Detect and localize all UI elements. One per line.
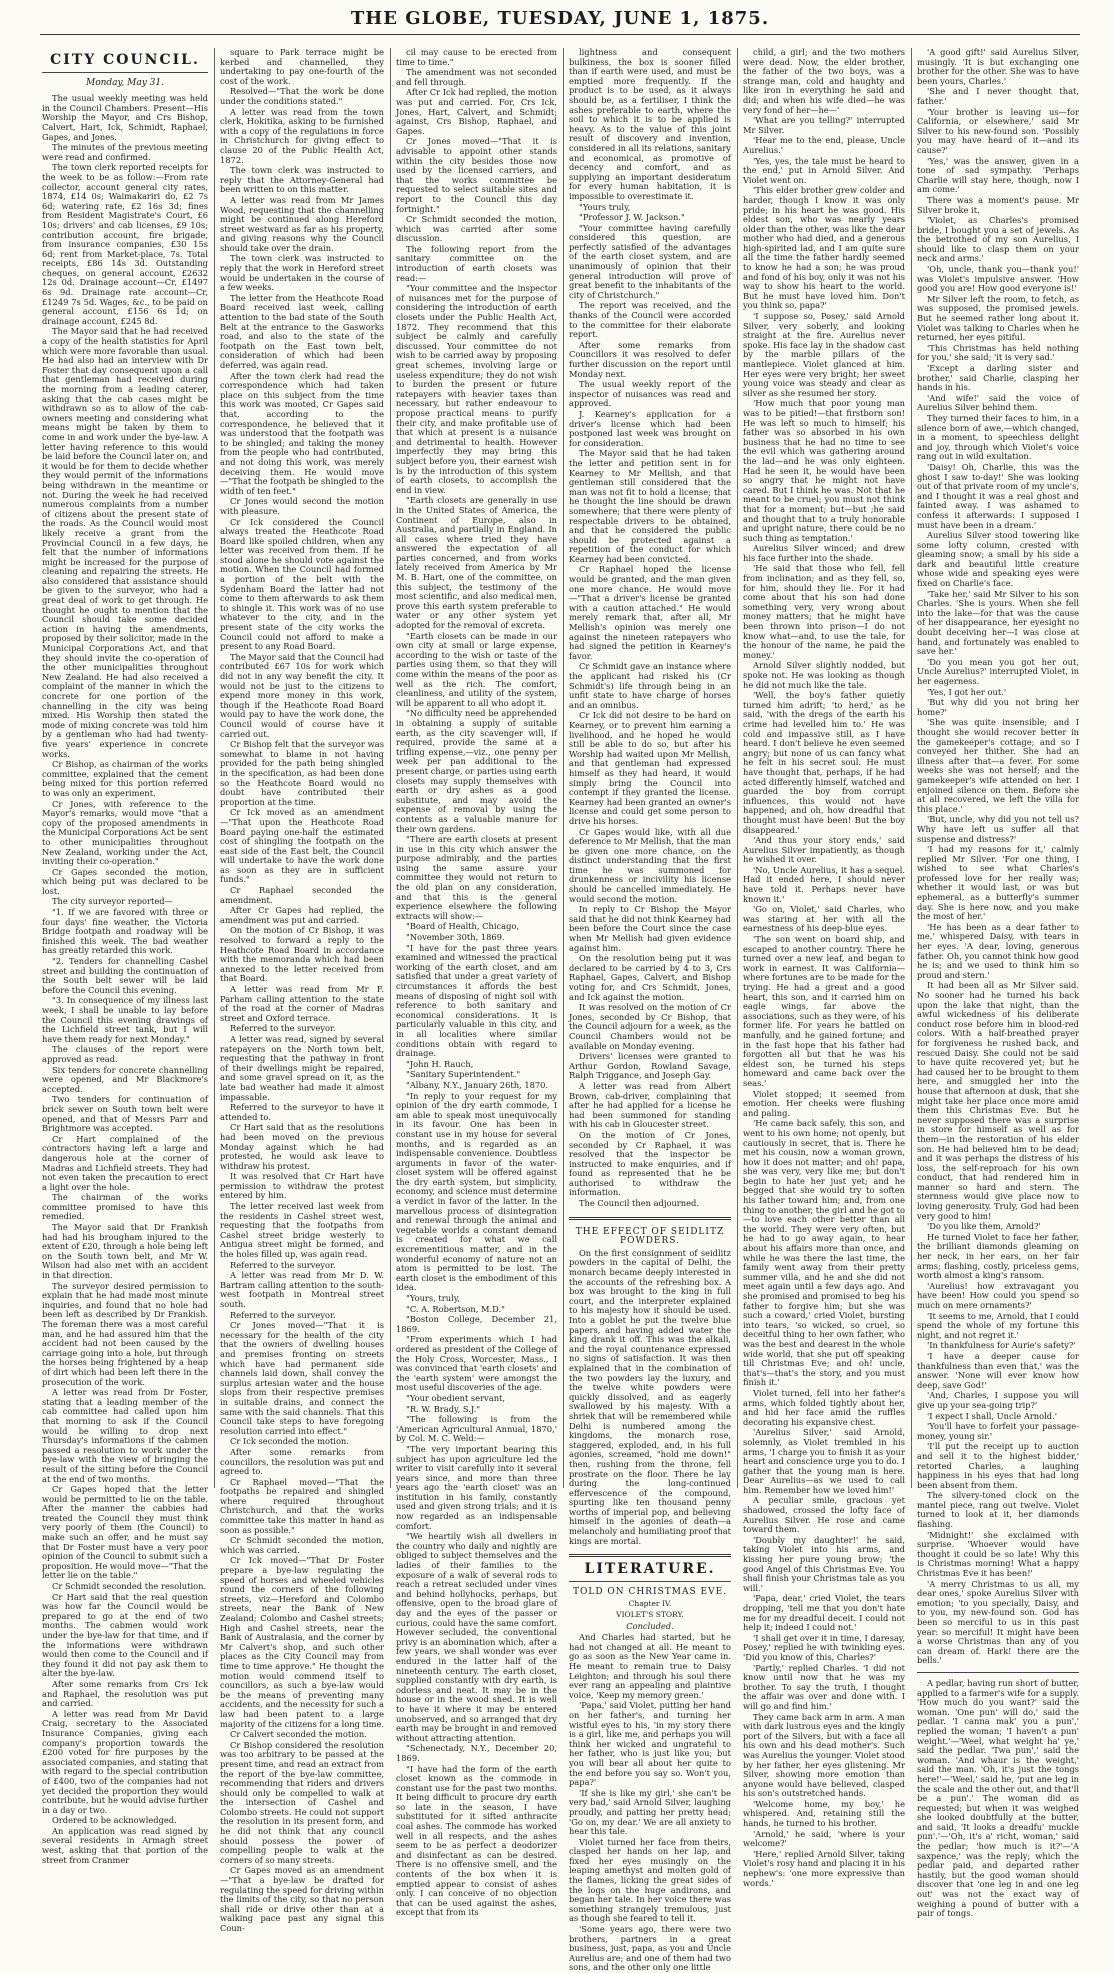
paragraph: Cr Raphael seconded the amendment. [220,885,384,905]
paragraph: 'Violet, as Charles's promised bride, I bought you a set of jewels. As the betrothed of my son Aurelius, I should like to clasp them on your neck and arms.' [917,215,1079,264]
paragraph: The Mayor said that he had taken the letter and petition sent in for Kearney to Mr Mellish, and that gentleman still considered that the man was not fit to hold a license; that he thought the line should be drawn somewhere; that there were plenty of respectable drivers to be obtained, and that he considered the public should be protected against a repetition of the conduct for which Kearney had been convicted. [569,448,731,564]
paragraph: There was a moment's pause. Mr Silver broke it. [917,194,1079,215]
paragraph: "Boston College, December 21, 1869. [396,1314,557,1334]
paragraph: "The very important bearing this subject has upon agriculture led the writer to visit carefully into it several years since, and more than three years ago the 'earth closet' was an institution in his family, constantly used and given strong trials; and it is now regarded as an indispensable comfort. [396,1443,557,1531]
paragraph: 'Some years ago, there were two brothers, partners in a great business, just, papa, as you and Uncle Aurelius are; and one of them had two sons, and the other only one little [569,1924,731,1973]
paragraph: The following report from the sanitary committee on the introduction of earth closets was read:— [396,243,557,283]
paragraph: 'I expect I shall, Uncle Arnold.' [927,1410,1058,1421]
paragraph: The usual weekly meeting was held in the Council Chambers. Present—His Worship the Mayor, and Crs Bishop, Calvert, Hart, Ick, Schmidt, Raphael, Gapes, and Jones. [42,93,208,142]
divider [917,1672,1079,1673]
paragraph: 'Partly,' replied Charles. 'I did not know until now that he was my brother. To say the truth, I thought the affair was over and done with. I will go and find him.' [743,1662,905,1711]
paragraph: Cr Calvert seconded the motion. [230,1729,367,1740]
paragraph: Cr Jones moved—"That it is advisable to appoint other stands within the city besides those now used by the licensed carriers, and that the works committee be requested to select suitable sites and report to the Council this day fortnight." [396,136,557,214]
story-title: TOLD ON CHRISTMAS EVE. [572,1586,728,1597]
paragraph: It was resolved on the motion of Cr Jones, seconded by Cr Bishop, that the Council adjourn for a week, as the Council Chambers would not be available on Monday evening. [569,1002,731,1051]
paragraph: Referred to the surveyor to have it attended to. [220,1102,384,1122]
paragraph: "The following is from the 'American Agricultural Annual, 1870,' by Col. M. C. Weld:— [396,1414,557,1444]
council-text-3b [396,1294,557,1918]
masthead-rule [40,34,1080,35]
paragraph: They came back arm in arm. A man with dark lustrous eyes and the kingly port of the Silvers, but with a face all his own and his dead mother's. Such was Aurelius the younger. Violet stood by her father, her eyes glistening. Mr Silver, showing more emotion than anyone would have believed, clasped his son's outstretched hands. [743,1711,905,1799]
paragraph: The surveyor desired permission to explain that he had made most minute inquiries, and found that no hole had been left as described by Dr Frankish. The foreman there was a most careful man, and he had assured him that the accident had not been caused by the carriage going into a hole, but through the horses being frightened by a heap of dirt which had been left there in the prosecution of the work. [42,1280,208,1387]
paragraph: Cr Ick did not desire to be hard on Kearney, or to prevent him earning a livelihood, and he hoped he would still be able to do so, but after his Worship had waited upon Mr Mellish, and that gentleman had expressed himself as they had heard, it would simply bring the Council into contempt if they granted the license. Kearney had been granted an owner's license and could get some person to drive his horses. [569,710,731,826]
paragraph: 'He came back safely, this son, and went to his own home; not openly, but cautiously in secret, that is. There he met his cousin, now a woman grown, how it does not matter; and oh! papa, she was very, very like me; but don't begin to hate her just yet; and he begged that she would try to soften his father toward him; and, from one thing to another, the girl and he got to—to love each other better than all the world. They were very often, but he had to go away again, to hear about his affairs more than once, and while he was there the last time, the family went away from their pretty summer villa, and he and she did not meet again until a few days ago. And she promised and promised to beg his father to forgive him; but she was such a coward,' cried Violet, bursting into tears, 'so wicked, so cruel, so deceitful thing to her own father, who was the best and dearest in the whole wide world, that she put off speaking till Christmas Eve; and oh! uncle, that's—that's the story, and you must finish it.' [743,1118,905,1388]
column-5 [743,47,905,1888]
paragraph: 'I suppose so, Posey,' said Arnold Silver, very soberly, and looking straight at the fire. Aurelius never spoke. His face lay in the shadow cast by the marble pillars of the mantlepiece. Violet glanced at him. Her eyes were very bright; her sweet young voice was steady and clear as silver as she resumed her story. [743,311,905,398]
paragraph: On the resolution being put it was declared to be carried by 4 to 3, Crs Raphael, Gapes, Calvert, and Bishop voting for, and Crs Schmidt, Jones, and Ick against the motion. [569,953,731,1002]
column-6 [917,47,1079,1919]
paragraph: An application was read signed by several residents in Armagh street west, asking that that portion of the street from Cranmer [42,1825,208,1865]
paragraph: The Mayor said that Dr Frankish had had his brougham injured to the extent of £20, through a hole being left on the South town belt, and Mr W. Wilson had also met with an accident in that direction. [42,1222,208,1281]
paragraph: 'Except a darling sister and brother,' said Charlie, clasping her hands in his. [917,363,1079,393]
paragraph: J. Kearney's application for a driver's license which had been postponed last week was brought on for consideration. [569,408,731,448]
paragraph: After the town clerk had read the correspondence which had taken place on this subject from the time this work was mooted, Cr Gapes said that, according to the correspondence, he believed that it was understood that the footpath was to be shingled; and taking the money from the people who had contributed, and not doing this work, was merely deceiving them. He would move—"That the footpath be shingled to the width of ten feet." [220,370,384,496]
paragraph: "R. W. Brady, S.J." [406,1403,481,1414]
paragraph: Ordered to be acknowledged. [52,1815,177,1826]
paragraph: 'How much that poor young man was to be pitied!—that firstborn son! He was left so much to himself; his father was so absorbed in his own business that he had no time to see the evil which was gathering around the lad—and he was only eighteen. Had he seen it, he would have been so angry that he might not have cared. But I think he was. Not that he meant to be cruel; you must not think that for a moment; but—but ;he said and thought that to a truly honorable and upright nature, there could be no such thing as temptation.' [743,398,905,543]
paragraph: The city surveyor reported— [52,896,173,907]
paragraph: "Sanitary Superintendent." [406,1069,521,1080]
paragraph: cil may cause to be erected from time to time." [396,47,557,67]
paragraph: "1. If we are favored with three or four days' fine weather, the Victoria Bridge footpath and roadway will be finished this week. The bad weather has greatly retarded this work. [42,907,208,956]
story-text-6 [917,48,1079,1666]
paragraph: Cr Schmidt seconded the resolution. [52,1581,207,1592]
paragraph: 'Arnold,' he said, 'where is your welcome?' [743,1828,905,1849]
paragraph: 'She was quite insensible; and I thought she would recover better in the gamekeeper's cottage; and so I conveyed her thither. She had an illness after that—a fever. For some weeks she was not herself; and the gamekeeper's wife attended on her. I enjoined silence on them. Before she at all recovered, we left the villa for this place.' [917,717,1079,814]
paragraph: Cr Raphael hoped the license would be granted, and the man given one more chance. He would move—"That a driver's license be granted with a caution attached." He would merely remark that, after all, Mr Mellish's opinion was merely one against the nineteen ratepayers who had signed the petition in Kearney's favor. [569,564,731,661]
paragraph: "Yours truly, [579,201,631,212]
paragraph: In reply to Cr Bishop the Mayor said that he did not think Kearney had been before the Court since the case when Mr Mellish had given evidence against him. [569,904,731,953]
paragraph: The chairman of the works committee promised to have this remedied. [42,1192,208,1222]
pedlar-anecdote [917,1679,1079,1919]
paragraph: "2. Tenders for channelling Cashel street and building the continuation of the South belt sewer will be laid before the Council this evening. [42,956,208,995]
paragraph: 'Yes, yes, the tale must be heard to the end,' put in Arnold Silver. And Violet went on. [743,155,905,185]
paragraph: A letter was read, signed by several ratepayers on the North town belt, requesting that the pathway in front of their dwellings might be repaired, and some gravel spread on it, as the late bad weather had made it almost impassable. [220,1033,384,1102]
paragraph: A letter was read from Mr James Wood, requesting that the channelling might be continued along Hereford street westward as far as his property, and giving reasons why the Council should take over the drain. [220,194,384,253]
paragraph: They turned their faces to him, in a silence born of awe,—which changed, in a moment, to speechless delight and joy, through which Violet's voice rang out in wild exultation. [917,412,1079,462]
paragraph: The letter from the Heathcote Road Board received last week, calling attention to the bad state of the South Belt at the entrance to the Gasworks road, and also to the state of the footpath on the East town belt, consideration of which had been deferred, was again read. [220,292,384,370]
story-text-4 [569,1633,731,1973]
paragraph: Cr Bishop, as chairman of the works committee, explained that the cement being mixed for this portion referred to was only an experiment. [42,759,208,798]
paragraph: square to Park terrace might be kerbed and channelled, they undertaking to pay one-fourth of the cost of the work. [220,47,384,86]
paragraph: Cr Hart said that as the resolutions had been moved on the previous Monday against which he had protested, he would ask leave to withdraw his protest. [220,1122,384,1171]
paragraph: Cr Gapes seconded the motion, which being put was declared to be lost. [42,866,208,896]
paragraph: After some remarks from councillors, the resolution was put and agreed to. [220,1446,384,1477]
paragraph: The report was received, and the thanks of the Council were accorded to the committee for their elaborate report. [569,300,731,340]
paragraph: Cr Schmidt seconded the motion, which was carried. [220,1535,384,1555]
paragraph: The clauses of the report were approved as read. [42,1044,208,1064]
paragraph: Cr Gapes would like, with all due deference to Mr Mellish, that the man be given one more chance, on the distinct understanding that the first time he was summoned for drunkenness or incivility his license should be cancelled immediately. He would second the motion. [569,826,731,904]
paragraph: The amendment was not seconded and fell through. [396,67,557,87]
paragraph: Mr Silver left the room, to fetch, as was supposed, the promised jewels. But he seemed rather long about it. Violet was talking to Charles when he returned, her eyes pitiful. [917,293,1079,343]
paragraph: Violet stopped; it seemed from emotion. Her cheeks were flushing and paling. [743,1088,905,1118]
divider [569,1217,731,1220]
paragraph: Cr Raphael moved—"That the footpaths be repaired and shingled where required throughout Christchurch, and that the works committee take this matter in hand as soon as possible." [220,1476,384,1535]
paragraph: "There are earth closets at present in use in this city which answer the purpose admirably, and the parties using the same assure your committee they would not return to the old plan on any consideration, and that this is the general experience elsewhere the following extracts will show:— [396,834,557,921]
paragraph: After Cr Ick had replied, the motion was put and carried. For, Crs Ick, Jones, Hart, Calvert, and Schmidt; against, Crs Bishop, Raphael, and Gapes. [396,87,557,136]
paragraph: A letter was read from Mr David Craig, secretary to the Associated Insurance Companies, giving each company's proportion towards the £200 voted for fire purposes by the associated companies, and stating that with regard to the special contribution of £400, two of the companies had not yet decided the proportion they would contribute, but he would advise further in a day or two. [42,1708,209,1815]
paragraph: 'Aurelius! how extravagant you have been! How could you spend so much on mere ornaments?' [917,1280,1079,1310]
paragraph: And Charles had started, but he had not changed at all. He meant to go as soon as the New Year came in. He meant to remain true to Daisy Leighton; and through his soul there ever rang an appealing and plaintive voice, 'Keep my memory green.' [569,1632,731,1700]
paragraph: 'Go on, Violet,' said Charles, who was staring at her with all the earnestness of his deep-blue eyes. [743,904,905,934]
paragraph: child, a girl; and the two mothers were dead. Now, the elder brother, the father of the two boys, was a strange man, cold and haughty and like iron in everything he said and did; and when his wife died—he was very fond of her—he—' [743,47,905,115]
paragraph: 'He said that those who fell, fell from inclination; and as they fell, so, for him, should they lie. For it had come about that his son had done something very, very wrong about money matters; that he might have been thrown into prison—I do not know what—and, to use the tale, for the honour of the name, he paid the money.' [743,563,905,660]
paragraph: "Your committee having carefully considered this question, are perfectly satisfied of the advantages of the earth closet system, and are unanimously of opinion that their general introduction will prove of great benefit to the inhabitants of the city of Christchurch." [569,222,731,300]
paragraph: Drivers' licenses were granted to Arthur Gordon, Rowland Savage, Ralph Triggance, and Joseph Gay. [569,1051,731,1081]
paragraph: 'Midnight!' she exclaimed with surprise. 'Whoever would have thought it could be so late! Why this is Christmas morning! What a happy Christmas Eve it has been!' [917,1529,1079,1579]
paragraph: Cr Ick moved as an amendment—"That upon the Heathcote Road Board paying one-half the estimated cost of shingling the footpath on the east side of the East belt, the Council will undertake to have the work done as soon as they are in sufficient funds." [220,807,384,885]
paragraph: 'Papa, dear,' cried Violet, the tears dropping, 'tell me that you don't hate me for my dreadful deceit. I could not help it; indeed I could not.' [743,1593,905,1633]
divider [569,1554,731,1557]
paragraph: 'What are you telling?' interrupted Mr Silver. [743,115,905,135]
paragraph: A letter was read from Mr D. W. Bartram calling attention to the south-west footpath in Montreal street south. [220,1270,384,1309]
paragraph: "3. In consequence of my illness last week, I shall be unable to lay before the Council this evening drawings of the Lichfield street tank, but I will have them ready for next Monday." [42,995,208,1044]
paragraph: It was resolved that Cr Hart have permission to withdraw the protest entered by him. [220,1171,384,1201]
paragraph: "Yours, truly, [406,1293,460,1303]
paragraph: Cr Hart complained of the contractors having left a large and dangerous hole at the corner of Madras and Lichfield streets. They had not even taken the precaution to erect a light over the hole. [42,1133,208,1192]
paragraph: 'Yes,' was the answer, given in a tone of sad sympathy. 'Perhaps Charlie will stay here, though, now I am come.' [917,155,1079,195]
paragraph: "Your obedient servant, [406,1392,506,1403]
paragraph: 'It seems to me, Arnold, that I could spend the whole of my fortune this night, and not regret it.' [917,1310,1079,1340]
paragraph: 'She and I never thought that, father.' [917,86,1079,106]
paragraph: 'Take her,' said Mr Silver to his son Charles. 'She is yours. When she fell into the lake—for that was the cause of her disappearance, her eyesight no doubt deceiving her—I was close at hand, and fortunately was enabled to save her.' [917,588,1079,657]
paragraph: Two tenders for continuation of brick sewer on South town belt were opened, and that of Messrs Parr and Brightmore was accepted. [42,1094,208,1134]
paragraph: 'And, Charles, I suppose you will give up your sea-going trip?' [917,1390,1079,1410]
paragraph: A letter was read from Dr Foster, stating that a leading member of the cab committee had called upon him that morning to ask if the Council would be willing to drop next Thursday's informations if the cabmen passed a resolution to work under the bye-law with the view of bringing the result of the sitting before the Council at the end of two months. [42,1387,208,1484]
council-text-1 [42,94,208,1865]
paragraph: The usual weekly report of the inspector of nuisances was read and approved. [569,379,731,409]
paragraph: Cr Gapes moved as an amendment—"That a bye-law be drafted for regulating the speed for driving within the limits of the city, so that no person shall ride or drive other than at a walking pace past any signal this Coun- [220,1865,384,1933]
paragraph: "Earth closets can be made in our own city at small or large expense, according to the wish or taste of the parties using them, so that they will come within the means of the poor as well as the rich. The comfort, cleanliness, and utility of the system, will be apparent to all who adopt it. [396,630,557,708]
paragraph: 'Doubly my daughter!' he said, taking Violet into his arms, and kissing her pure young brow; 'the good Angel of this Christmas Eve. You shall finish your Christmas tale as you will.' [743,1534,905,1593]
chapter-subtitle: VIOLET'S STORY. [616,1610,684,1620]
paragraph: "From experiments which I had ordered as president of the College of the Holy Cross, Worcester, Mass., I was convinced that 'earth closets' and the 'earth system' were amongst the most useful discoveries of the age. [396,1334,557,1393]
paragraph: 'I shall get over it in time, I daresay, Posey,' replied he with twinkling eyes. 'Did you know of this, Charles?' [743,1632,905,1662]
paragraph: "Board of Health, Chicago, [406,921,520,932]
paragraph: On the motion of Cr Bishop, it was resolved to forward a reply to the Heathcote Road Board in accordance with the memoranda which had been annexed to the letter received from that Board. [220,925,384,984]
paragraph: Cr Ick considered the Council always treated the Heathcote Road Board like spoiled children, when any letter was received from them. If he stood alone he should vote against the motion. When the Council had formed a portion of the belt with the Sydenham Board the latter had not come to them afterwards to ask them to shingle it. This work was of no use whatever to the city, and in the present state of the city works the Council could not afford to make a present to any Road Board. [220,516,384,652]
paragraph: The Mayor said that he had received a copy of the health statistics for April which were more favorable than usual. He had also had an interview with Dr Foster that day consequent upon a call that gentleman had received during the morning from a leading caterer, asking that the cab cases might be withdrawn so as to allow of the cab-owners meeting and considering what means might be taken by them to come in and work under the bye-law. A letter having reference to this would be laid before the Council later on, and it would be for them to decide whether they would permit of the informations being withdrawn in the meantime or not. During the week he had received numerous complaints from a number of citizens about the present state of the roads. As the Council would most likely receive a grant from the Provincial Council in a few days, he felt that the number of informations might be increased for the purpose of cleaning and repairing the streets. He also considered that assistance should be given to the surveyor, who had a great deal of work to get through. He thought he ought to mention that the Council should take some decided action in having the amendments, proposed by their solicitor, made in the Municipal Corporations Act, and that they should invite the co-operation of the other municipalities throughout New Zealand. He had also received a complaint of the manner in which the concrete for one portion of the channelling in the city was being mixed. His Worship then stated the mode of mixing concrete was told him by a gentleman who had had twenty-five years' experience in concrete works. [42,326,208,759]
column-rule [214,48,215,1488]
paragraph: 'A good gift!' said Aurelius Silver, musingly. 'It is but exchanging one brother for the other. She was to have been yours, Charles.' [917,47,1079,86]
column-rule [911,48,912,1488]
paragraph: 'Papa,' said Violet, putting her hand on her father's, and turning her wistful eyes to his, 'in my story there is a girl, like me, and perhaps you will think her wicked and ungrateful to her father, who is just like you; but you will bear all about her quite to the end before you say so. Won't you, papa?' [569,1700,731,1788]
paragraph: The letter received last week from the residents in Cashel street west, requesting that the footpaths from Cashel street bridge westerly to Antigua street might be formed, and the holes filled up, was again read. [220,1201,384,1260]
paragraph: 'You'll have to forfeit your passage-money, young sir.' [917,1421,1079,1441]
paragraph: The town clerk was instructed to reply that the Attorney-General had been written to on this matter. [220,165,384,195]
paragraph: Cr Ick seconded the motion. [230,1436,349,1447]
column-rule [563,48,564,1488]
paragraph: Cr Gapes hoped that the letter would be permitted to lie on the table. After the manner the cabbies had treated the Council they must think very poorly of them (the Council) to make such an offer, and he must say that Dr Foster must have a very poor opinion of the Council to submit such a proposition. He would move—"That the letter lie on the table." [42,1484,208,1581]
column-2 [220,47,385,1933]
paragraph: Cr Jones would second the motion with pleasure. [220,496,384,516]
paragraph: A peculiar smile, gracious yet shadowed, crossed the lofty face of Aurelius Silver. He rose and came toward them. [743,1495,905,1535]
paragraph: 'No, Uncle Aurelius, it has a sequel. Had it ended here, I should never have told it. Perhaps never have known it.' [743,864,905,904]
paragraph: 'Daisy! Oh, Charlie, this was the ghost I saw to-day!' She was looking out of that private room of my uncle's, and I thought it was a real ghost and fainted away. I was ashamed to confess it afterwards: I supposed I must have been in a dream.' [917,461,1079,530]
paragraph: 'Oh, uncle, thank you—thank you!' was Violet's impulsive answer. 'How good you are! How good everyone is!' [917,264,1079,294]
paragraph: 'Your brother is leaving us—for California, or elsewhere,' said Mr Silver to his new-found son. 'Possibly you may have heard of it—and its cause?' [917,106,1079,155]
paragraph: Cr Bishop considered the resolution was too arbitrary to be passed at the present time, and read an extract from the report of the bye-law committee, recommending that riders and drivers should only be compelled to walk at the intersection of Cashel and Colombo streets. He could not support the resolution in its present form, and he did not think that any council should possess the power of compelling people to walk at the corners of so many streets. [220,1739,385,1865]
paragraph: 'And thus your story ends,' said Aurelius Silver impatiently, as though he wished it over. [743,835,905,865]
paragraph: lightness and consequent bulkiness, the box is sooner filled than if earth were used, and must be emptied more frequently. If the product is to be used, as it always should be, as a fertiliser, I think the ashes preferable to earth, where the soil to which it is to be applied is heavy. As to the value of this joint result of discovery and invention, considered in all its relations, sanitary and economical, as promotive of decency and comfort, and as supplying an important desideratum for every human habitation, it is impossible to overestimate it. [569,47,731,201]
paragraph: Cr Jones, with reference to the Mayor's remarks, would move "that a copy of the proposed amendments in the Municipal Corporations Act be sent to other municipalities throughout New Zealand, working under the Act, inviting their co-operation." [42,798,208,867]
paragraph: Resolved—"That the work be done under the conditions stated." [220,86,384,106]
paragraph: The town clerk reported receipts for the week to be as follow:—From rate collector, account general city rates, 1874, £14 0s; Waimakariri do, £2 7s 6d; watering rate, £2 16s 3d; fines from Resident Magistrate's Court, £6 10s; drivers' and cab licenses, £9 10s; contribution account, fire brigade, from insurance companies, £30 15s 6d; rent from Market-place, 7s. Total receipts, £86 14s 3d. Outstanding cheques, on general account, £2632 12s 0d. Drainage account—Cr, £1497 6s 9d. Drainage rate account—Cr, £1249 7s 5d. Wages, &c., to be paid on general account, £156 6s 1d; on drainage account, £245 8d. [42,162,208,326]
column-rule [737,48,738,1488]
divider [42,72,208,73]
paragraph: 'Aurelius Silver,' said Arnold, solemnly, as Violet trembled in his arms, 'I charge you to finish it as your heart and conscience urge you to do. I gather that the young man is here. Dear Aurelius—as we used to call him. Remember how we loved him!' [743,1427,905,1495]
paragraph: "Professor J. W. Jackson." [579,212,685,223]
paragraph: 'But, uncle, why did you not tell us? Why have left us suffer all that suspense and distress?' [917,814,1079,844]
paragraph: A letter was read from the town clerk, Hokitika, asking to be furnished with a copy of the regulations in force in Christchurch for giving effect to clause 20 of the Public Health Act, 1872. [220,106,384,165]
paragraph: Violet turned her face from theirs, clasped her hands on her lap, and fixed her eyes musingly on the leaping amethyst and molten gold of the flames, licking the great sides of the logs on the huge andirons, and began her tale. In her voice there was something strangely tremulous, just as though she feared to tell it. [569,1836,731,1924]
literature-title: LITERATURE. [584,1561,716,1578]
paragraph: 'I have a deeper cause for thankfulness than even that,' was the answer. 'None will ever know how deep, save God!' [917,1350,1079,1390]
paragraph: "John H. Rauch, [406,1058,474,1069]
paragraph: Referred to the surveyor. [230,1023,336,1034]
council-date: Monday, May 31. [85,77,164,88]
paragraph: Cr Hart said that the real question was how far the Council would be prepared to go at the end of two months. The cabmen would work under the bye-law for that time, and if the informations were withdrawn would then come to the Council and if they found it did not pay ask them to alter the bye-law. [42,1591,208,1679]
paragraph: The Council then adjourned. [579,1198,699,1209]
paragraph: Cr Jones moved—"That it is necessary for the health of the city that the owners of dwelling houses and premises fronting on streets which have had permanent side channels laid down, shall convey the surplus artesian water and the house slops from their respective premises in suitable drains, and connect the same with the said channels. That this Council take steps to have foregoing resolution carried into effect." [220,1320,384,1436]
paragraph: "Schenectady, N.Y., December 20, 1869. [396,1743,557,1763]
paragraph: On the motion of Cr Jones, seconded by Cr Raphael, it was resolved that the inspector be instructed to make enquiries, and if found as represented that he be authorised to withdraw the information. [569,1129,731,1198]
paragraph: 'Do you like them, Arnold?' [927,1221,1041,1232]
chapter-number: Chapter IV. [628,1599,672,1609]
paragraph: A letter was read from Mr F. Parham calling attention to the state of the road at the corner of Madras street and Oxford terrace. [220,984,384,1023]
paragraph: After some remarks from Crs Ick and Raphael, the resolution was put and carried. [42,1678,208,1709]
paragraph: Violet turned, fell into her father's arms, which folded tightly about her, and hid her face amid the ruffles decorating his expansive chest. [743,1387,905,1427]
council-text-2 [220,48,384,1934]
paragraph: Arnold Silver slightly nodded, but spoke not. He was looking as though he did not much like the tale. [743,660,905,690]
council-text-3 [396,48,557,1293]
paragraph: 'If she is like my girl,' she can't be very bad,' said Arnold Silver, laughing proudly, and patting her pretty head; 'Go on, my dear.' We are all anxiety to hear this tale. [569,1787,731,1837]
paragraph: "No difficulty need be apprehended in obtaining a supply of suitable earth, as the city scavenger will, if required, provide the same at a trifling expense,—viz., one penny per week per pan additional to the present charge, or parties using earth closets may supply themselves with earth or dry ashes as a good substitute, and may avoid the expense of removal by using the contents as a valuable manure for their own gardens. [396,708,557,834]
paragraph: 'But why did you not bring her home?' [917,697,1079,717]
paragraph: After Cr Gapes had replied, the amendment was put and carried. [220,905,384,925]
paragraph: "Albany, N.Y., January 26th, 1870. [406,1079,549,1090]
paragraph: The minutes of the previous meeting were read and confirmed. [42,142,208,162]
council-text-4 [569,48,731,1209]
paragraph: 'Hear me to the end, please, Uncle Aurelius.' [743,135,905,155]
paragraph: "C. A. Robertson, M.D." [406,1303,505,1314]
story-text-5 [743,48,905,1888]
paragraph: 'Well, the boy's father quietly turned him adrift; 'to herd,' as he said, 'with the dregs of the earth his crime had levelled him to.' He was cold and impassive still, as I have heard. I don't believe he even seemed angry; but none of us can fancy what he felt in his secret soul. He must have thought that, perhaps, if he had acted differently himself, watched and guarded the boy from corrupt influences, this would not have happened; and oh, how dreadful that thought must have been! But the boy disappeared.' [743,690,905,835]
paragraph: The silvery-toned clock on the mantel piece, rang out twelve. Violet turned to look at it, her diamonds flashing. [917,1490,1079,1530]
paragraph: A pedlar, having run short of butter, applied to a farmer's wife for a supply. 'How much do you want?' said the woman. 'One pun' will do,' said the pedlar. 'I canna mak' you a pun',' replied the woman; 'I haven't a pun' weight.'—'Weel, what weight ha' ye,' said the pedlar. 'Twa pun',' said the woman. 'And whaur is the weight,' said the man. 'Oh, it's just the tongs here!'—'Weel,' said he, 'put ane leg in the scale and the other out, and that'll be a pun'.' The woman did as requested; but when it was weighed she looked doubtfully at the butter, and said, 'It looks a dreadfu' muckle pun'.'—'Oh, it's a' richt, woman,' said the pedlar; 'how much is it?'—'A saxpence,' was the reply; which the pedlar paid, and departed rather hastily, but the good woman should discover that 'one leg in and one leg out' was not the exact way of weighing a pound of butter with a pair of tongs. [917,1677,1079,1919]
paragraph: Six tenders for concrete channelling were opened, and Mr Blackmore's accepted. [42,1064,208,1094]
paragraph: The Mayor said that the Council had contributed £67 10s for work which did not in any way benefit the city. It would not be just to the citizens to expend more money in this work, though if the Heathcote Road Board would pay to have the work done, the Council would of course have it carried out. [220,651,385,739]
paragraph: The town clerk was instructed to reply that the work in Hereford street would be undertaken in the course of a few weeks. [220,253,384,293]
column-4 [569,47,731,1973]
column-3 [396,47,557,1918]
paragraph: He turned Violet to face her father, the brilliant diamonds gleaming on her neck, in her ears, on her fair arms; flashing, costly, priceless gems, worth almost a king's ransom. [917,1231,1079,1281]
seidlitz-title: THE EFFECT OF SEIDLITZ POWDERS. [575,1226,725,1247]
paragraph: 'This Christmas has held nothing for you,' she said; 'it is very sad.' [917,342,1079,363]
paragraph: On the first consignment of seidlitz powders in the capital of Delhi, the monarch became deeply interested in the accounts of the refreshing box. A box was brought to the king in full court, and the interpreter explained to his majesty how it should be used. Into a goblet he put the twelve blue papers, and having added water the king drank it off. This was the alkali, and the royal countenance expressed no signs of satisfaction. It was then explained that in the combination of the two powders lay the luxury, and the twelve white powders were quickly dissolved, and as eagerly swallowed by his majesty. With a shriek that will be remembered while Delhi is numbered among the kingdoms, the monarch rose, staggered, exploded, and, in his full agonies, screamed, "hold me down!" then, rushing from the throne, fell prostrate on the floor. There he lay during the long-continued effervescence of the compound, spurting like ten thousand penny worths of imperial pop, and believing himself in the agonies of death—a melancholy and humiliating proof that kings are mortal. [569,1247,731,1546]
paragraph: 'Do you mean you got her out, Uncle Aurelius?' interrupted Violet, in her eagerness. [917,656,1079,686]
paragraph: "We heartily wish all dwellers in the country who daily and nightly are obliged to subject themselves and the ladies of their families to the exposure of a walk of several rods to reach a retreat secluded under vines and behind hollyhocks, perhaps, but offensive, open to the broad glare of day and the eyes of the passer or curious, could have the same comfort. However secluded, the conventional privy is an abomination which, after a few years, we shall wonder was ever endured in the latter half of the nineteenth century. The earth closet, supplied constantly with dry earth, is odorless and neat. It may be in the house or in the wood shed. It is well to have it where it may be entered unobserved, and so arranged that dry earth may be brought in and removed without attracting attention. [396,1531,557,1743]
paragraph: After some remarks from Councillors it was resolved to defer further discussion on the report until Monday next. [569,339,731,379]
paragraph: 'Welcome home, my boy,' he whispered. And, retaining still the hands, he turned to his brother. [743,1798,905,1829]
seidlitz-body [569,1249,731,1546]
paragraph: 'The son went on board ship, and escaped to another country. There he turned over a new leaf, and began to work in earnest. It was California—where fortunes are to be made for the trying. He had a great and a good heart, this son, and it carried him on eagle wings, far above the associations, such as they were, of his former life. For years he battled on manfully, and he gained fortune; and in the fast hope that his father had forgotten all but that he was his eldest son, he turned his steps homeward and came back over the seas.' [743,934,905,1088]
paragraph: Cr Schmidt gave an instance where the applicant had risked his (Cr Schmidt's) life through being in an unfit state to have charge of horses and an omnibus. [569,661,731,710]
paragraph: 'Here,' replied Arnold Silver, taking Violet's rosy hand and placing it in his nephew's: 'one more expressive than words.' [743,1848,905,1888]
column-1 [42,48,209,1865]
paragraph: 'I'll put the receipt up to auction and sell it to the highest bidder,' retorted Charles, a laughing happiness in his eyes that had long been absent from them. [917,1441,1079,1490]
paragraph: Aurelius Silver winced; and drew his face further into the shade. [743,543,905,563]
paragraph: "Your committee and the inspector of nuisances met for the purpose of considering the introduction of earth closets under the Public Health Act, 1872. They recommend that this subject be calmly and carefully discussed. Your committee do not wish to be carried away by proposing great schemes, involving large or useless expenditure; they do not wish to burden the present or future ratepayers with heavier taxes than necessary, but rather endeavour to propose practical means to purify their city, and make profitable use of that which at present is a nuisance and detrimental to health. However imperfectly they may bring this subject before you, their earnest wish is by the introduction of this system of earth closets, to accomplish the end in view. [396,283,557,495]
paragraph: Aurelius Silver stood towering like some lofty column, crested with gleaming snow; a small by his side a dark and beautiful little creature whose wide and speaking eyes were fixed on Charlie's face. [917,530,1079,589]
paragraph: "Earth closets are generally in use in the United States of America, the Continent of Europe, also in Australia, and partially in England. In all cases where tried they have answered the expectation of all parties concerned, and from works lately received from America by Mr M. B. Hart, one of the committee, on this subject, the testimony of the most scientific, and also medical men, prove this earth system preferable to water or any other system yet adopted for the removal of excreta. [396,495,557,631]
paragraph: Referred to the surveyor. [230,1259,336,1270]
paragraph: 'In thankfulness for Aurie's safety?' [927,1340,1076,1351]
paragraph: "November 30th, 1869. [406,932,505,943]
paragraph: Cr Ick moved—"That Dr Foster prepare a bye-law regulating the speed of horses and wheeled vehicles round the corners of the following streets, viz—Hereford and Colombo streets, near the Bank of New Zealand; Colombo and Cashel streets; High and Cashel streets, near the Bank of Australasia, and the corner by Mr Calvert's shop, and such other places as the City Council may from time to time approve." He thought the motion would commend itself to councillors, as such a bye-law would be the means of preventing many accidents, and the necessity for such a law had been patent to a large majority of the citizens for a long time. [220,1555,384,1729]
paragraph: 'I had my reasons for it,' calmly replied Mr Silver. 'For one thing, I wished to see what Charles's professed love for her really was; whether it would last, or was but ephemeral, as a butterfly's summer day. She is here now, and you make the most of her.' [917,844,1079,922]
paragraph: "I have for the past three years examined and witnessed the practical working of the earth closet, and am satisfied that under a great variety of circumstances it affords the best means of disposing of night soil with reference to both sanitary and economical considerations. It is particularly valuable in this city, and in all localities where similar conditions obtain with regard to drainage. [396,942,557,1059]
masthead: THE GLOBE, TUESDAY, JUNE 1, 1875. [350,8,770,29]
paragraph: Cr Schmidt seconded the motion, which was carried after some discussion. [396,214,557,244]
paragraph: 'Yes, I got her out.' [927,686,1007,697]
divider [569,1581,731,1582]
paragraph: Cr Bishop felt that the surveyor was somewhat to blame in not having provided for the path being shingled in the specification, as had been done so the Heathcote Board would no doubt have contributed their proportion at the time. [220,739,384,807]
paragraph: 'And wife!' said the voice of Aurelius Silver behind them. [917,392,1079,413]
paragraph: "I have had the form of the earth closet known as the commode in constant use for the past two months. It being difficult to procure dry earth so late in the season, I have substituted for it sifted anthracite coal ashes. The commode has worked well in all respects, and the ashes seem to be as perfect a deodorizer and disinfectant as can be desired. There is no offensive smell, and the contents of the box when it is emptied appear to consist of ashes only. I can conceive of no objection that can be used against the ashes, except that from its [396,1763,557,1918]
column-rule [390,48,391,1488]
paragraph: It had been all as Mr Silver said. No sooner had he turned his back upon the lake that night, than the awful wickedness of his deliberate conduct rose before him in blood-red colors. With a half-breathed prayer for forgiveness he rushed back, and rescued Daisy. She could not be said to have quite recovered yet; but he had caused her to be brought to them here, and smuggled her into the house that afternoon at dusk, that she might take her place once more amid them this Christmas Eve. But he never supposed there was a surprise in store for himself as well as for them—in the restoration of his elder son. He had believed him to be dead; and it was perhaps the distress of his loss, the self-reproach for his own conduct, that had rendered him in manner so hard and stern. The sternness would give place now to loving generosity. Truly, God had been very good to him! [917,980,1079,1221]
paragraph: 'He has been as a dear father to me,' whispered Daisy, with tears in her eyes. 'A dear, loving, generous father. Oh, you cannot think how good he is; and we used to think him so proud and stern.' [917,921,1079,980]
paragraph: "In reply to your request for my opinion of the dry earth commode, I am able to speak most unequivocally in its favour. One has been in constant use in my house for several months, and is regarded as an indispensable convenience. Doubtless arguments in favor of the water-closet system will be offered against the dry earth system, but simplicity, economy, and science must determine a verdict in favor of the latter. In the marvellous process of disintegration and renewal through the animal and vegetable worlds a constant demand is created for what we call excrementitious matter, and in the wonderful economy of nature not an atom is permitted to be lost. The earth closet is the embodiment of this idea. [396,1090,557,1293]
concluded-label: Concluded. [626,1620,674,1631]
council-title: CITY COUNCIL. [50,52,200,68]
paragraph: 'This elder brother grew colder and harder, though I know it was only pride; in his heart he was good. His eldest son, who was nearly years older than the other, was like the dear mother who had died, and a generous high-spirited lad, and I am quite sure all the time the father hardly seemed to know he had a son; he was proud and fond of his boy, only it was not his way to show his heart to the world. But he must have loved him. Don't you think so, papa?' [743,185,905,311]
paragraph: 'A merry Christmas to us all, my dear ones,' spoke Aurelius Silver with emotion; 'to you specially, Daisy, and to you, my new-found son. God has been so merciful to us in this past year: so merciful! It might have been a worse Christmas than any of you can dream of. Hark! there are the bells.' [917,1578,1079,1666]
paragraph: Referred to the surveyor. [230,1309,336,1320]
paragraph: A letter was read from Albert Brown, cab-driver, complaining that after he had applied for a license he had been summoned for standing with his cab in Gloucester street. [569,1080,731,1130]
